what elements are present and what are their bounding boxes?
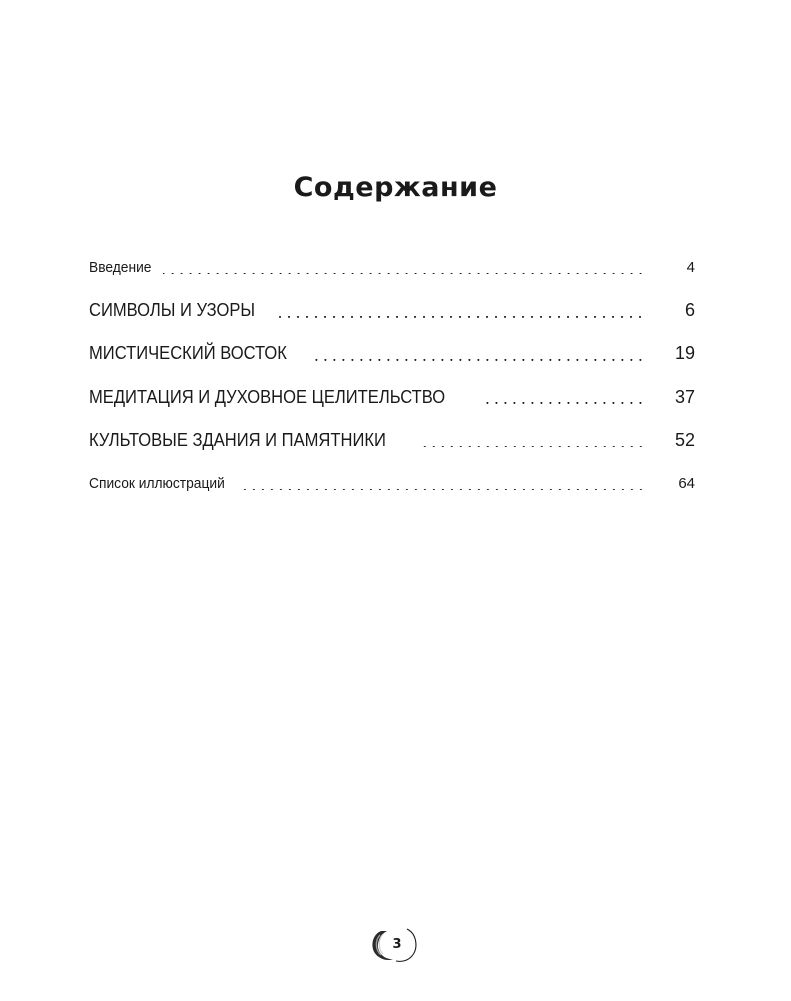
toc-entry-label: КУЛЬТОВЫЕ ЗДАНИЯ И ПАМЯТНИКИ: [89, 429, 386, 450]
toc-entry-meditation[interactable]: [89, 376, 695, 419]
dot-leader: [275, 316, 645, 318]
toc-entry-page: 52: [674, 429, 695, 450]
toc-entry-page: 6: [684, 300, 695, 321]
toc-entry-page: 64: [678, 475, 695, 493]
toc-entry-page: 19: [674, 343, 695, 364]
toc-entry-mystic-east[interactable]: [89, 332, 695, 375]
dot-leader: [243, 489, 645, 491]
toc-entry-label: МЕДИТАЦИЯ И ДУХОВНОЕ ЦЕЛИТЕЛЬСТВО: [89, 386, 446, 407]
dot-leader: [310, 359, 645, 361]
toc-entry-page: 37: [674, 386, 695, 407]
dot-leader: [418, 446, 645, 448]
table-of-contents: [89, 246, 695, 505]
toc-entry-label: СИМВОЛЫ И УЗОРЫ: [89, 300, 256, 321]
toc-entry-label: Введение: [89, 259, 152, 277]
toc-entry-page: 4: [686, 259, 695, 277]
toc-entry-label: МИСТИЧЕСКИЙ ВОСТОК: [89, 343, 287, 364]
toc-entry-cult-buildings[interactable]: [89, 419, 695, 462]
toc-entry-symbols[interactable]: [89, 289, 695, 332]
toc-entry-illustrations[interactable]: [89, 462, 695, 505]
page-number: 3: [392, 937, 402, 952]
page-title: Содержание: [293, 172, 498, 203]
toc-entry-label: Список иллюстраций: [89, 475, 225, 493]
dot-leader: [163, 273, 645, 275]
toc-entry-introduction[interactable]: [89, 246, 695, 289]
page-number-badge: [367, 925, 423, 965]
dot-leader: [482, 402, 645, 404]
